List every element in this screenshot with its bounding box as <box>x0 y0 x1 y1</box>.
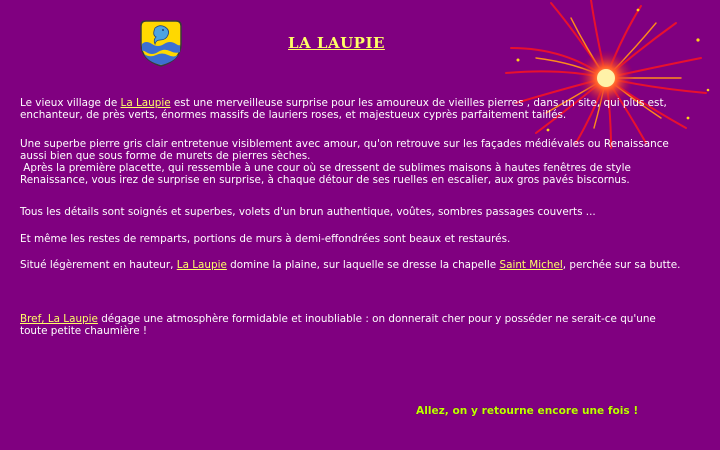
bref-la-laupie-link[interactable]: Bref, La Laupie <box>20 313 98 325</box>
stone-line-2: aussi bien que sous forme de murets de pierres sèches. <box>20 150 311 162</box>
intro-text: Le vieux village de <box>20 97 121 109</box>
fireworks-icon <box>488 0 720 150</box>
stone-line-3: Après la première placette, qui ressemble à une cour où se dressent de sublimes maisons à hautes fenêtres de style <box>20 162 631 174</box>
coat-of-arms-dolphin-icon <box>138 18 184 68</box>
la-laupie-link[interactable]: La Laupie <box>120 97 171 109</box>
location-text-end: , perchée sur sa butte. <box>562 259 681 271</box>
ramparts-paragraph: Et même les restes de remparts, portions de murs à demi-effondrées sont beaux et restaurés. <box>20 233 511 245</box>
stone-line-1: Une superbe pierre gris clair entretenue visiblement avec amour, qu'on retrouve sur les façades médiévales ou Renaissance <box>20 138 669 150</box>
details-paragraph: Tous les détails sont soignés et superbes, volets d'un brun authentique, voûtes, sombres passages couverts ... <box>20 206 596 218</box>
location-paragraph <box>20 259 716 271</box>
conclusion-text: dégage une atmosphère formidable et inoubliable : on donnerait cher pour y posséder ne serait-ce qu'une <box>97 313 656 325</box>
intro-text-line2: enchanteur, de près verts, énormes massifs de lauriers roses, et majestueux cyprès parfaitement taillés. <box>20 109 567 121</box>
stone-paragraph <box>20 138 716 186</box>
location-text-mid: domine la plaine, sur laquelle se dresse la chapelle <box>226 259 500 271</box>
stone-line-4: Renaissance, vous irez de surprise en surprise, à chaque détour de ses ruelles en escalier, aux gros pavés biscornus. <box>20 174 630 186</box>
la-laupie-link-2[interactable]: La Laupie <box>176 259 227 271</box>
page-title: LA LAUPIE <box>288 34 385 52</box>
intro-paragraph <box>20 97 716 121</box>
location-text: Situé légèrement en hauteur, <box>20 259 177 271</box>
saint-michel-link[interactable]: Saint Michel <box>499 259 563 271</box>
footer-tagline: Allez, on y retourne encore une fois ! <box>416 405 639 417</box>
conclusion-paragraph <box>20 313 716 337</box>
intro-text-cont: est une merveilleuse surprise pour les amoureux de vieilles pierres , dans un site, qui plus est, <box>170 97 667 109</box>
conclusion-text-line2: toute petite chaumière ! <box>20 325 148 337</box>
